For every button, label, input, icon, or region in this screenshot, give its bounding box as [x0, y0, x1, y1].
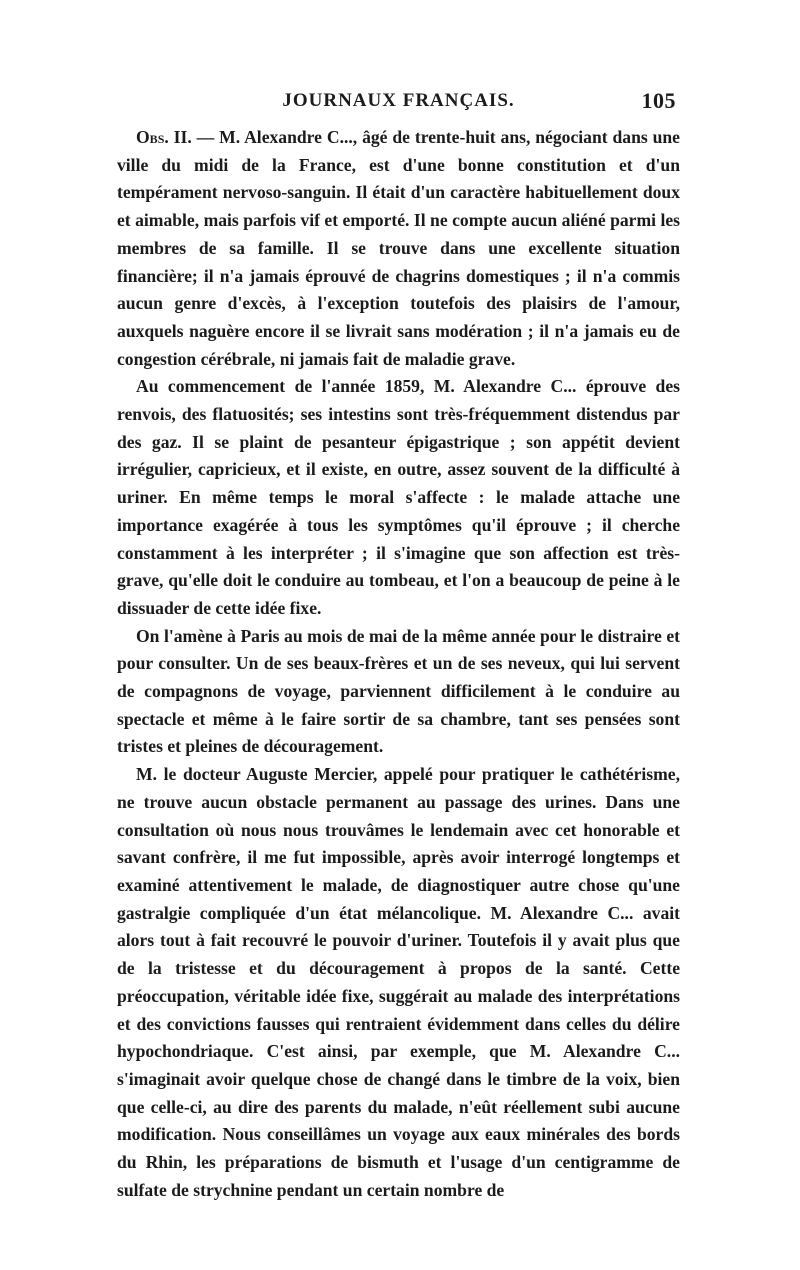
- running-header: [117, 88, 680, 118]
- paragraph-text: — M. Alexandre C..., âgé de trente-huit ans, négociant dans une ville du midi de la France, est d'une bonne constitution et d'un tempérament nervoso-sanguin. Il était d'un caractère habituellement doux et aimable, mais parfois vif et emporté. Il ne compte aucun aliéné parmi les membres de sa famille. Il se trouve dans une excellente situation financière; il n'a jamais éprouvé de chagrins domestiques ; il n'a commis aucun genre d'excès, à l'exception toutefois des plaisirs de l'amour, auxquels naguère encore il se livrait sans modération ; il n'a jamais eu de congestion cérébrale, ni jamais fait de maladie grave.: [117, 127, 680, 369]
- body-text: [117, 124, 680, 1204]
- book-page: [117, 88, 680, 1204]
- running-title: JOURNAUX FRANÇAIS.: [282, 90, 515, 111]
- page-number: 105: [641, 88, 676, 113]
- observation-label: Obs. II.: [136, 127, 192, 147]
- paragraph: On l'amène à Paris au mois de mai de la même année pour le distraire et pour consulter. Un de ses beaux-frères et un de ses neveux, qui lui servent de compagnons de voyage, parviennent difficilement à le conduire au spectacle et même à le faire sortir de sa chambre, tant ses pensées sont tristes et pleines de découragement.: [117, 625, 680, 757]
- paragraph: M. le docteur Auguste Mercier, appelé pour pratiquer le cathétérisme, ne trouve aucun obstacle permanent au passage des urines. Dans une consultation où nous nous trouvâmes le lendemain avec cet honorable et savant confrère, il me fut impossible, après avoir interrogé longtemps et examiné attentivement le malade, de diagnostiquer autre chose qu'une gastralgie compliquée d'un état mélancolique. M. Alexandre C... avait alors tout à fait recouvré le pouvoir d'uriner. Toutefois il y avait plus que de la tristesse et du découragement à propos de la santé. Cette préoccupation, véritable idée fixe, suggérait au malade des interprétations et des convictions fausses qui rentraient évidemment dans celles du délire hypochondriaque. C'est ainsi, par exemple, que M. Alexandre C... s'imaginait avoir quelque chose de changé dans le timbre de la voix, bien que celle-ci, au dire des parents du malade, n'eût réellement subi aucune modification. Nous conseillâmes un voyage aux eaux minérales des bords du Rhin, les préparations de bismuth et l'usage d'un centigramme de sulfate de strychnine pendant un certain nombre de: [117, 764, 680, 1200]
- paragraph: Au commencement de l'année 1859, M. Alexandre C... éprouve des renvois, des flatuosités; ses intestins sont très-fréquemment distendus par des gaz. Il se plaint de pesanteur épigastrique ; son appétit devient irrégulier, capricieux, et il existe, en outre, assez souvent de la difficulté à uriner. En même temps le moral s'affecte : le malade attache une importance exagérée à tous les symptômes qu'il éprouve ; il cherche constamment à les interpréter ; il s'imagine que son affection est très-grave, qu'elle doit le conduire au tombeau, et l'on a beaucoup de peine à le dissuader de cette idée fixe.: [117, 376, 680, 618]
- paragraph-observation-intro: [117, 124, 680, 373]
